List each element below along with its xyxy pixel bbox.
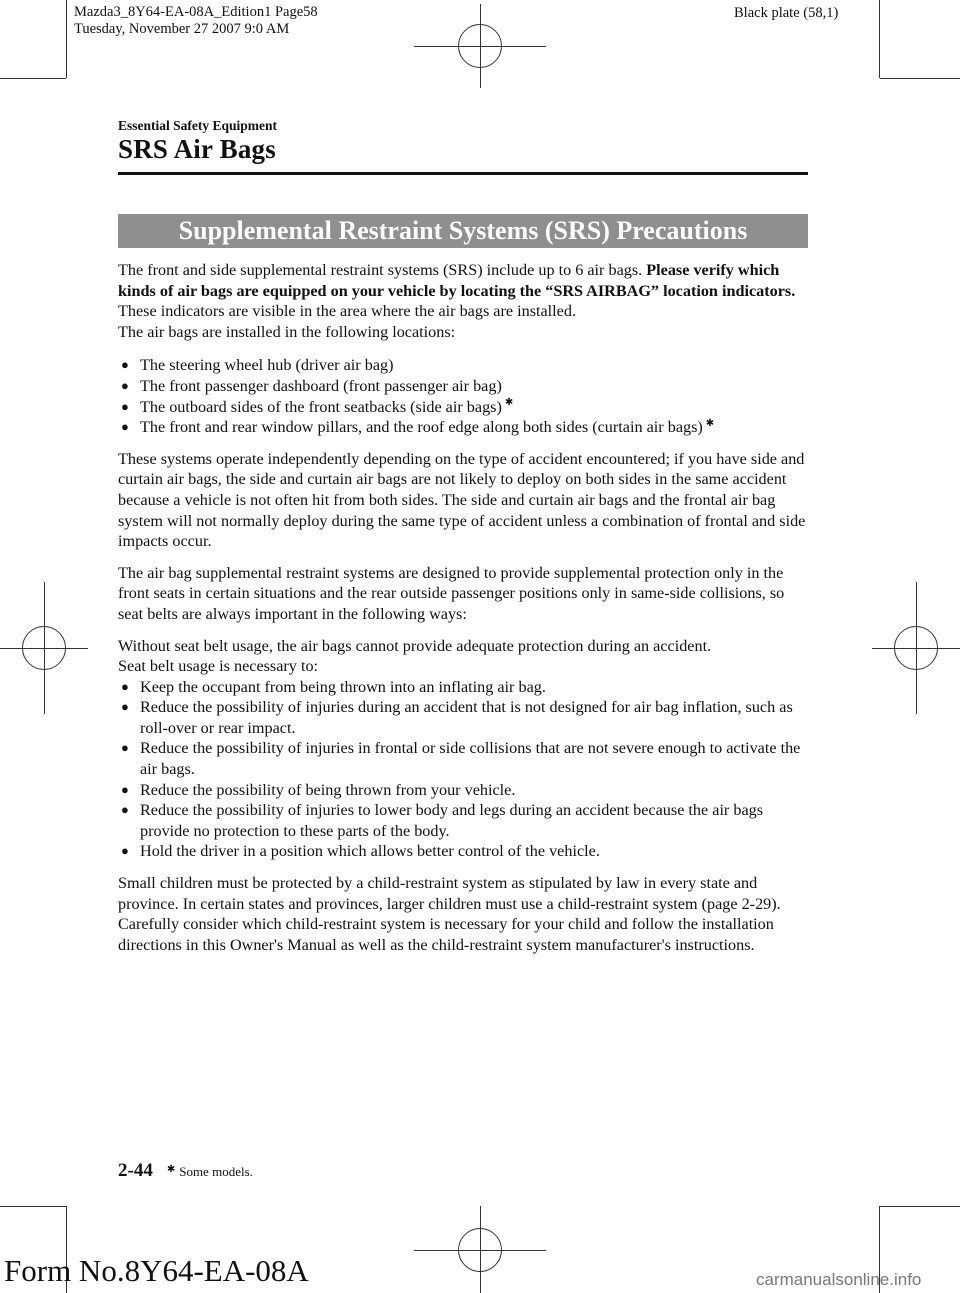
bullet-icon: ● — [121, 419, 129, 435]
bullet-icon: ● — [121, 802, 129, 818]
section-banner-heading: Supplemental Restraint Systems (SRS) Precautions — [118, 214, 808, 248]
some-models-note: Some models. — [179, 1164, 253, 1179]
bullet-icon: ● — [121, 781, 129, 797]
print-header — [74, 4, 318, 38]
bullet-icon: ● — [121, 357, 129, 373]
crop-mark-top-right-v — [879, 0, 880, 78]
print-file-line: Mazda3_8Y64-EA-08A_Edition1 Page58 — [74, 4, 318, 20]
registration-mark-left-h — [0, 648, 88, 649]
supplemental-protection-paragraph: The air bag supplemental restraint systems are designed to provide supplemental protection only in the front seats in certain situations and the rear outside passenger positions only in same-side collisions, so seat belts are always important in the following ways: — [118, 563, 785, 623]
consider-child-restraint-paragraph: Carefully consider which child-restraint system is necessary for your child and follow the installation directions in this Owner's Manual as well as the child-restraint system manufacturer's instructions. — [118, 915, 774, 954]
list-item — [118, 417, 808, 438]
location-text: The steering wheel hub (driver air bag) — [140, 356, 394, 375]
registration-mark-bottom-h — [414, 1250, 546, 1251]
without-seat-belt-paragraph: Without seat belt usage, the air bags cannot provide adequate protection during an accident. — [118, 636, 712, 655]
list-item — [118, 738, 808, 779]
crop-mark-top-right-h — [880, 78, 960, 79]
independent-operation-paragraph: These systems operate independently depending on the type of accident encountered; if you have side and curtain air bags, the side and curtain air bags are not likely to deploy on both sides in the same accident because a vehicle is not often hit from both sides. The side and curtain air bags and the frontal air bag system will not normally deploy during the same type of accident unless a combination of frontal and side impacts occur. — [118, 449, 806, 551]
location-text: The outboard sides of the front seatbacks (side air bags) — [140, 397, 502, 416]
intro-text-after: These indicators are visible in the area where the air bags are installed. — [118, 302, 577, 321]
intro-text: The front and side supplemental restraint systems (SRS) include up to 6 air bags. — [118, 261, 643, 279]
some-models-star-icon: ✱ — [705, 417, 715, 429]
reason-text: Reduce the possibility of injuries during an accident that is not designed for air bag inflation, such as roll-over or rear impact. — [140, 698, 793, 737]
bullet-icon: ● — [121, 843, 129, 859]
locations-lead: The air bags are installed in the following locations: — [118, 322, 456, 341]
bullet-icon: ● — [121, 377, 129, 393]
black-plate-label: Black plate (58,1) — [734, 5, 839, 21]
watermark-link[interactable]: carmanualsonline.info — [756, 1270, 922, 1289]
registration-mark-right-h — [872, 648, 960, 649]
intro-bold-instruction: Please verify which kinds of air bags are equipped on your vehicle by locating the “SRS AIRBAG” location indicators. — [118, 261, 796, 300]
form-number: Form No.8Y64-EA-08A — [4, 1253, 309, 1288]
reason-text: Reduce the possibility of being thrown from your vehicle. — [140, 780, 516, 799]
bullet-icon: ● — [121, 699, 129, 715]
crop-mark-bottom-left-h — [0, 1206, 66, 1207]
reason-text: Reduce the possibility of injuries to lower body and legs during an accident because the air bags provide no protection to these parts of the body. — [140, 801, 764, 840]
seat-belt-lead: Seat belt usage is necessary to: — [118, 657, 319, 676]
list-item — [118, 800, 808, 841]
reason-text: Keep the occupant from being thrown into an inflating air bag. — [140, 677, 546, 696]
crop-mark-top-left-h — [0, 78, 66, 79]
location-text: The front passenger dashboard (front passenger air bag) — [140, 376, 502, 395]
bullet-icon: ● — [121, 678, 129, 694]
reason-text: Hold the driver in a position which allows better control of the vehicle. — [140, 842, 600, 861]
crop-mark-top-left-v — [66, 0, 67, 78]
intro-paragraph — [118, 260, 808, 322]
location-text: The front and rear window pillars, and the roof edge along both sides (curtain air bags) — [140, 418, 703, 437]
child-restraint-paragraph: Small children must be protected by a child-restraint system as stipulated by law in every state and province. In certain states and provinces, larger children must use a child-restraint system (page 2-29). — [118, 874, 781, 913]
list-item — [118, 677, 808, 698]
bullet-icon: ● — [121, 398, 129, 414]
print-date-line: Tuesday, November 27 2007 9:0 AM — [74, 21, 290, 37]
list-item — [118, 397, 808, 418]
some-models-star-icon: ✱ — [166, 1164, 176, 1175]
locations-list — [118, 355, 808, 437]
some-models-star-icon: ✱ — [504, 397, 514, 409]
page-footer — [118, 1160, 253, 1182]
list-item — [118, 841, 808, 862]
reason-text: Reduce the possibility of injuries in frontal or side collisions that are not severe enough to activate the air bags. — [140, 739, 801, 779]
list-item — [118, 697, 808, 738]
title-rule — [118, 172, 808, 175]
seat-belt-reasons-list — [118, 677, 808, 862]
registration-mark-top-h — [414, 46, 546, 47]
page-number: 2-44 — [118, 1160, 153, 1181]
body-text — [118, 260, 808, 966]
bullet-icon: ● — [121, 740, 129, 756]
list-item — [118, 355, 808, 376]
crop-mark-bottom-right-h — [880, 1206, 960, 1207]
page-title: SRS Air Bags — [118, 134, 276, 164]
list-item — [118, 780, 808, 801]
section-label: Essential Safety Equipment — [118, 118, 278, 133]
list-item — [118, 376, 808, 397]
